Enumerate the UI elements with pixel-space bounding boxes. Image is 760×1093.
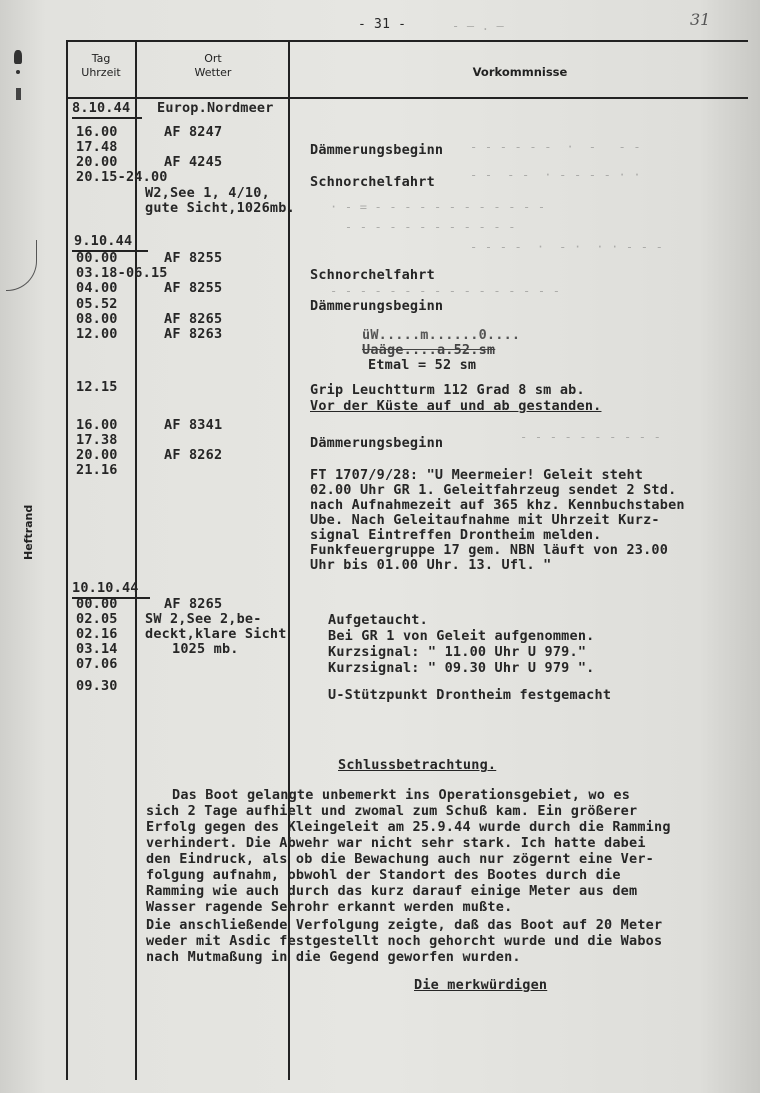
- weather-cell: SW 2,See 2,be-: [145, 611, 262, 627]
- time-cell: 20.00: [76, 447, 118, 463]
- weather-cell: W2,See 1, 4/10,: [145, 185, 270, 201]
- ft-message-line: signal Eintreffen Drontheim melden.: [310, 527, 602, 543]
- bleed-through-text: - - - - - - - - - - - -: [330, 220, 516, 234]
- ft-message-line: nach Aufnahmezeit auf 365 khz. Kennbuchstaben: [310, 497, 685, 513]
- date-row: 10.10.44: [72, 580, 139, 596]
- time-cell: 16.00: [76, 417, 118, 433]
- event-cell: Schnorchelfahrt: [310, 267, 435, 283]
- place-cell: Europ.Nordmeer: [157, 100, 274, 116]
- place-cell: AF 8255: [164, 280, 223, 296]
- time-cell: 02.05: [76, 611, 118, 627]
- ft-message-line: Funkfeuergruppe 17 gem. NBN läuft von 23.00: [310, 542, 669, 558]
- time-cell: 20.00: [76, 154, 118, 170]
- weather-cell: deckt,klare Sicht: [145, 626, 287, 642]
- conclusion-line: Das Boot gelangte unbemerkt ins Operationsgebiet, wo es: [172, 787, 631, 803]
- table-top-rule: [66, 40, 748, 42]
- conclusion-line: weder mit Asdic festgestellt noch gehorcht wurde und die Wabos: [146, 933, 663, 949]
- header-day-time: [68, 52, 134, 80]
- place-cell: AF 8262: [164, 447, 223, 463]
- bleed-through-text: · - = - - - - - - - - - - - -: [330, 200, 546, 214]
- time-cell: 00.00: [76, 250, 118, 266]
- conclusion-title: Schlussbetrachtung.: [338, 757, 497, 773]
- event-cell: Aufgetaucht.: [328, 612, 428, 628]
- event-cell: Bei GR 1 von Geleit aufgenommen.: [328, 628, 595, 644]
- binding-mark-icon: [16, 70, 20, 74]
- margin-label: Heftrand: [22, 504, 35, 560]
- bleed-through-text: - - - - · - · · · - - -: [470, 240, 664, 254]
- conclusion-line: nach Mutmaßung in die Gegend geworfen wurden.: [146, 949, 521, 965]
- place-cell: AF 8265: [164, 596, 223, 612]
- time-cell: 00.00: [76, 596, 118, 612]
- event-cell: Grip Leuchtturm 112 Grad 8 sm ab.: [310, 382, 585, 398]
- event-cell: Dämmerungsbeginn: [310, 142, 444, 158]
- time-cell: 20.15-24.00: [76, 169, 168, 185]
- etmal-line: Uaäge....a.52.sm: [362, 342, 496, 358]
- header-place: Ort: [204, 52, 222, 65]
- place-cell: AF 4245: [164, 154, 223, 170]
- event-cell: U-Stützpunkt Drontheim festgemacht: [328, 687, 612, 703]
- table-left-rule: [66, 40, 68, 1080]
- time-cell: 17.38: [76, 432, 118, 448]
- time-cell: 09.30: [76, 678, 118, 694]
- time-cell: 03.14: [76, 641, 118, 657]
- ft-message-line: 02.00 Uhr GR 1. Geleitfahrzeug sendet 2 Std.: [310, 482, 677, 498]
- etmal-line: üW.....m......0....: [362, 327, 521, 343]
- conclusion-line: verhindert. Die Abwehr war nicht sehr stark. Ich hatte dabei: [146, 835, 646, 851]
- event-cell: Dämmerungsbeginn: [310, 298, 444, 314]
- page-number: - 31 -: [358, 17, 407, 32]
- time-cell: 02.16: [76, 626, 118, 642]
- weather-cell: 1025 mb.: [172, 641, 239, 657]
- handwritten-page-number: 31: [690, 10, 711, 29]
- ft-message-line: Ube. Nach Geleitaufnahme mit Uhrzeit Kurz-: [310, 512, 660, 528]
- binding-mark-icon: [16, 88, 21, 100]
- header-day: Tag: [91, 52, 111, 65]
- col-divider-1: [135, 40, 137, 1080]
- time-cell: 08.00: [76, 311, 118, 327]
- event-cell: FT 1707/9/28: "U Meermeier! Geleit steht: [310, 467, 644, 483]
- event-cell: Dämmerungsbeginn: [310, 435, 444, 451]
- event-cell: Vor der Küste auf und ab gestanden.: [310, 398, 602, 414]
- conclusion-line: sich 2 Tage aufhielt und zwomal zum Schuß kam. Ein größerer: [146, 803, 638, 819]
- time-cell: 12.15: [76, 379, 118, 395]
- conclusion-line: Ramming wie auch durch das kurz darauf einige Meter aus dem: [146, 883, 638, 899]
- time-cell: 16.00: [76, 124, 118, 140]
- bleed-through-text: - - - - - - - - - -: [520, 430, 662, 444]
- place-cell: AF 8265: [164, 311, 223, 327]
- conclusion-line: Wasser ragende Sehrohr erkannt werden mußte.: [146, 899, 513, 915]
- date-underline: [72, 117, 142, 119]
- header-time: Uhrzeit: [81, 66, 121, 79]
- event-cell: Schnorchelfahrt: [310, 174, 435, 190]
- time-cell: 03.18-06.15: [76, 265, 168, 281]
- page-mark: - – . –: [452, 19, 504, 33]
- date-row: 9.10.44: [74, 233, 133, 249]
- conclusion-line: den Eindruck, als ob die Bewachung auch nur zögernt eine Ver-: [146, 851, 654, 867]
- header-place-weather: [138, 52, 288, 80]
- bleed-through-text: - - - - - - - - - - - - - - - -: [330, 284, 561, 298]
- conclusion-line: Die anschließende Verfolgung zeigte, daß das Boot auf 20 Meter: [146, 917, 663, 933]
- signature-line: Die merkwürdigen: [414, 977, 548, 993]
- etmal-total: Etmal = 52 sm: [368, 357, 477, 373]
- place-cell: AF 8255: [164, 250, 223, 266]
- bleed-through-text: - - - - - - · - - -: [470, 140, 641, 154]
- time-cell: 04.00: [76, 280, 118, 296]
- time-cell: 12.00: [76, 326, 118, 342]
- place-cell: AF 8263: [164, 326, 223, 342]
- header-weather: Wetter: [194, 66, 232, 79]
- conclusion-line: Erfolg gegen des Kleingeleit am 25.9.44 wurde durch die Ramming: [146, 819, 671, 835]
- time-cell: 05.52: [76, 296, 118, 312]
- time-cell: 07.06: [76, 656, 118, 672]
- weather-cell: gute Sicht,1026mb.: [145, 200, 295, 216]
- event-cell: Kurzsignal: " 09.30 Uhr U 979 ".: [328, 660, 595, 676]
- conclusion-line: folgung aufnahm, obwohl der Standort des Bootes durch die: [146, 867, 621, 883]
- ft-message-line: Uhr bis 01.00 Uhr. 13. Ufl. ": [310, 557, 552, 573]
- event-cell: Kurzsignal: " 11.00 Uhr U 979.": [328, 644, 587, 660]
- time-cell: 17.48: [76, 139, 118, 155]
- fold-curve-icon: [6, 240, 37, 291]
- place-cell: AF 8247: [164, 124, 223, 140]
- header-bottom-rule: [66, 97, 748, 99]
- time-cell: 21.16: [76, 462, 118, 478]
- date-row: 8.10.44: [72, 100, 131, 116]
- place-cell: AF 8341: [164, 417, 223, 433]
- bleed-through-text: - - - - · - - - - · ·: [470, 168, 641, 182]
- binding-mark-icon: [14, 50, 22, 64]
- header-events: Vorkommnisse: [472, 65, 568, 79]
